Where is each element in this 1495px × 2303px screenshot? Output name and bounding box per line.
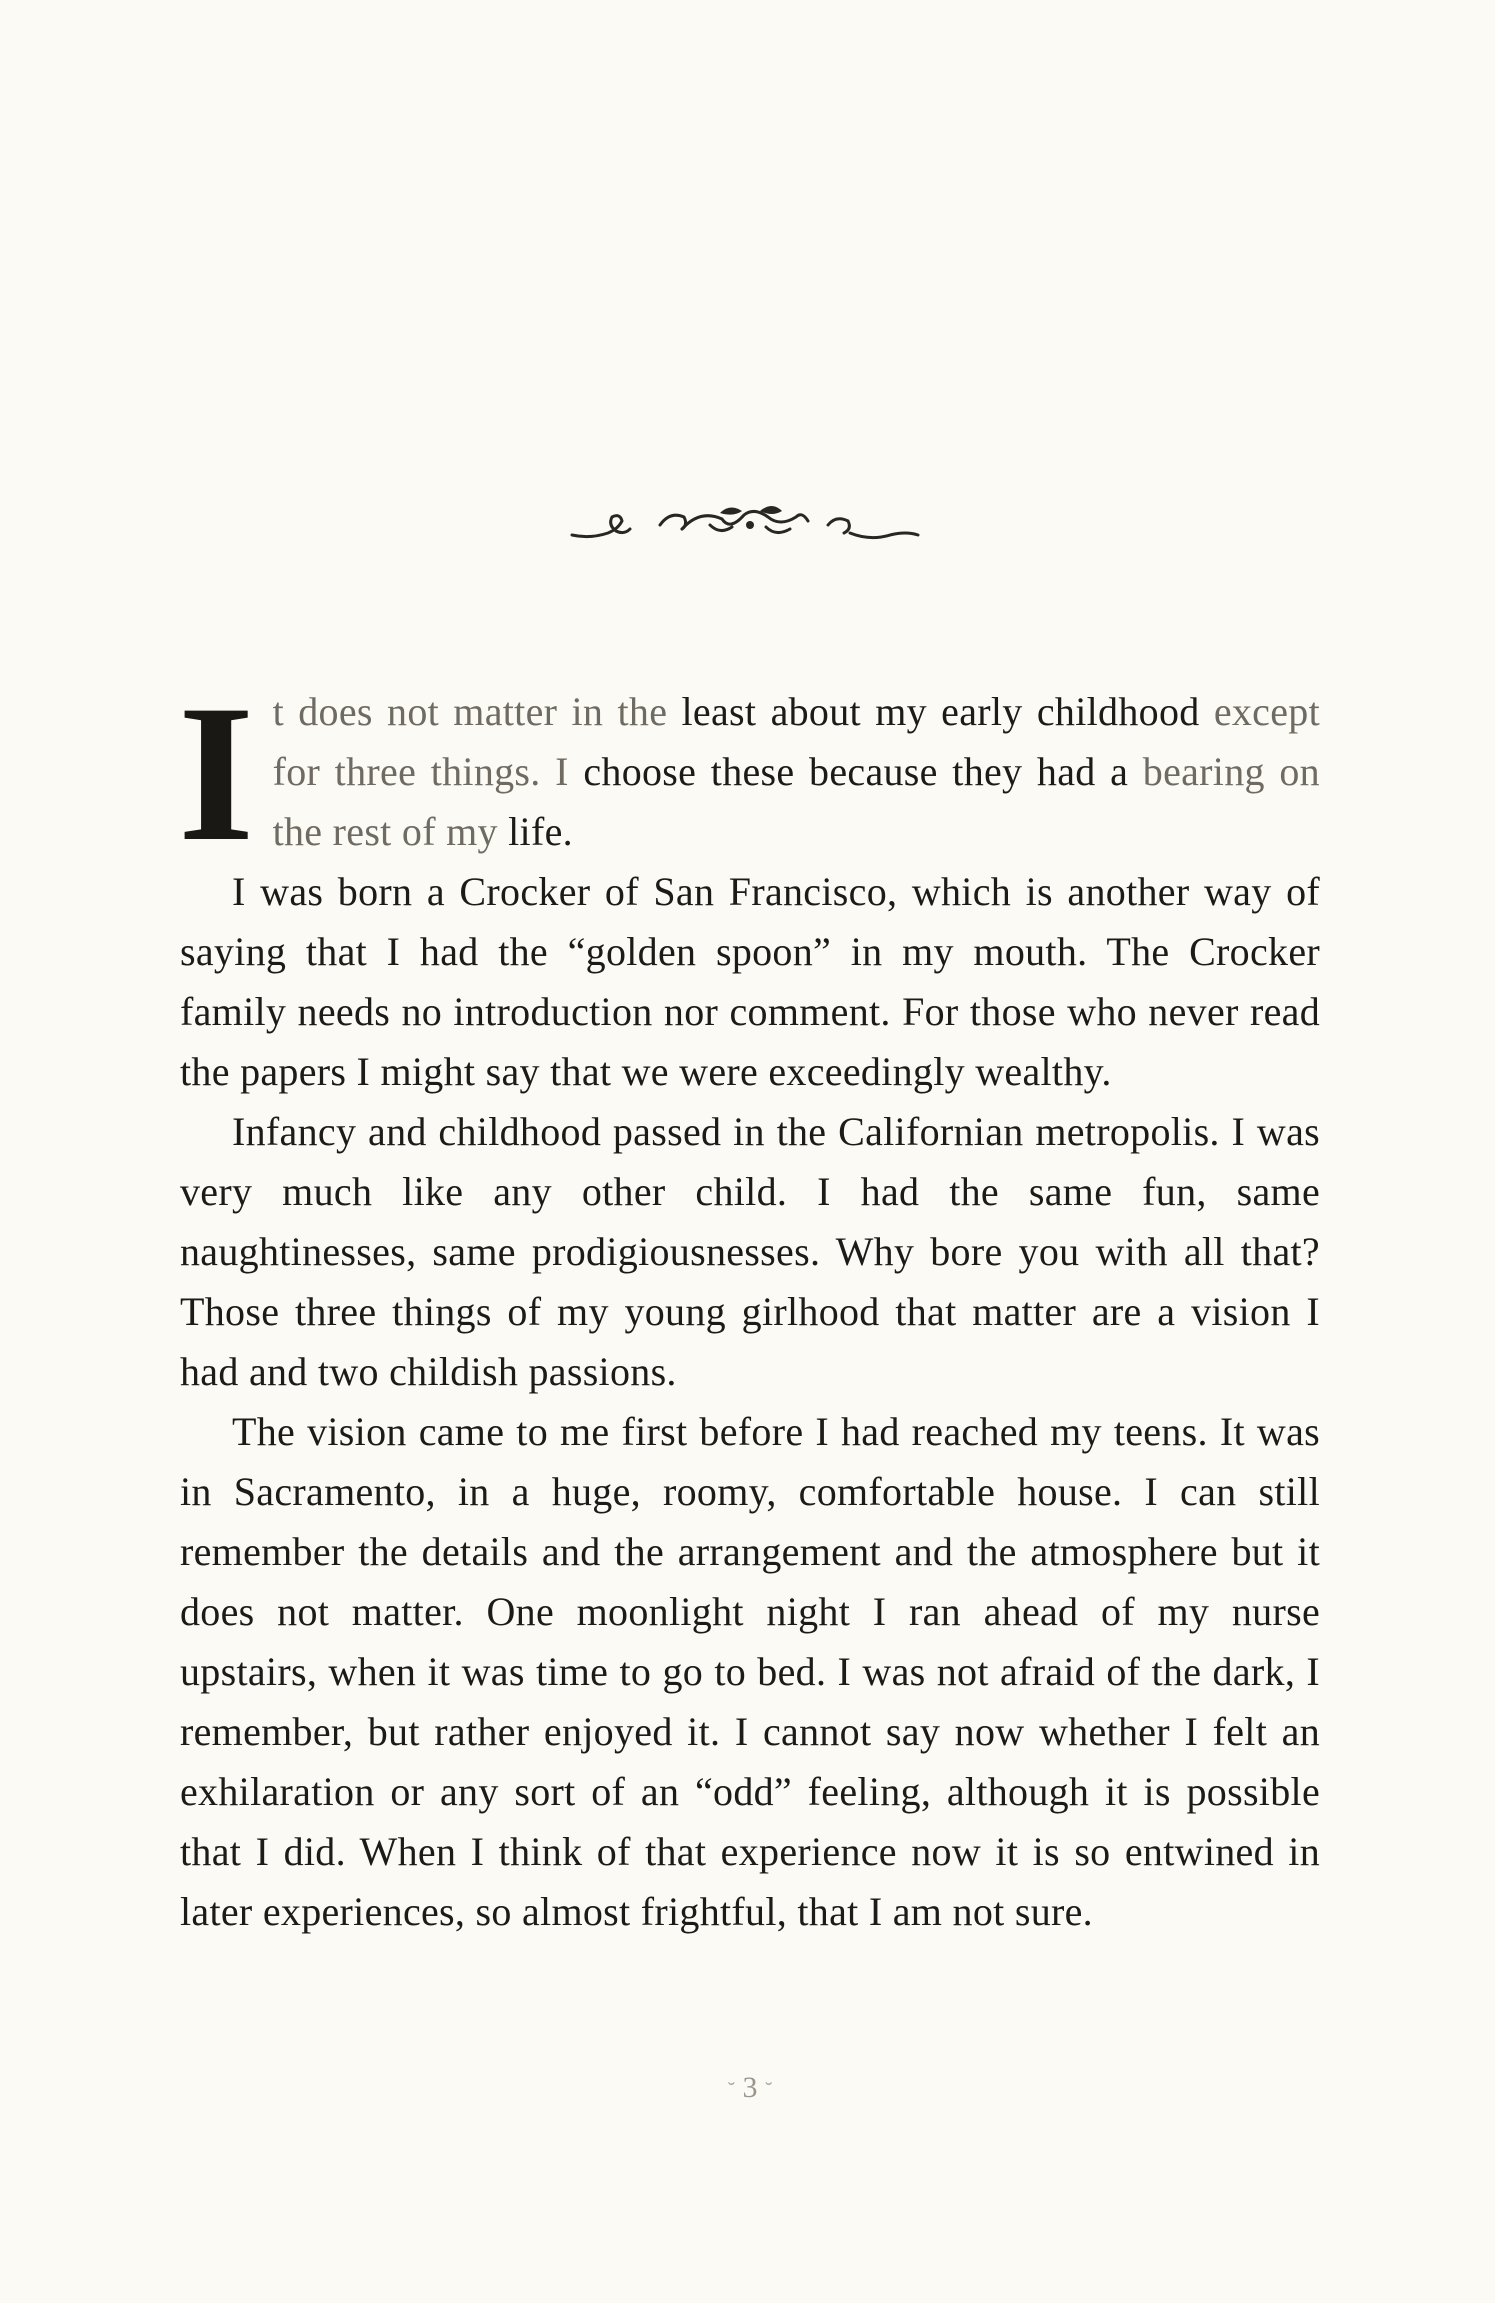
folio-right-flourish-icon: ˘ bbox=[765, 2077, 773, 2102]
paragraph-1-faded-a: t does not matter in the bbox=[272, 689, 668, 734]
paragraph-1 bbox=[178, 665, 1320, 882]
paragraph-3: Infancy and childhood passed in the Californian metropolis. I was very much like any other child. I had the same fun, same naughtinesses, same prodigiousnesses. Why bore you with all that? Those three things of my young girlhood that matter are a vision I had and two childish passions. bbox=[180, 1109, 1320, 1394]
paragraph-4: The vision came to me first before I had reached my teens. It was in Sacramento, in a huge, roomy, comfortable house. I can still remember the details and the arrangement and the atmosphere but it does not matter. One moonlight night I ran ahead of my nurse upstairs, when it was time to go to bed. I was not afraid of the dark, I remember, but rather enjoyed it. I cannot say now whether I felt an exhilaration or any sort of an “odd” feeling, although it is possible that I did. When I think of that experience now it is so entwined in later experiences, so almost frightful, that I am not sure. bbox=[180, 1409, 1320, 1934]
body-text bbox=[178, 665, 1320, 1942]
paragraph-1-text-b: choose these because they had a bbox=[568, 749, 1129, 794]
floral-fleuron-icon bbox=[570, 495, 920, 555]
page-number-value: 3 bbox=[742, 2071, 758, 2104]
folio-left-flourish-icon: ˘ bbox=[727, 2077, 735, 2102]
paragraph-1-text-c: life. bbox=[497, 809, 573, 854]
paragraph-1-faded-c: bearing on the rest of my bbox=[272, 749, 1320, 854]
page-number bbox=[700, 2068, 800, 2108]
paragraph-1-text-a: least about my early childhood bbox=[667, 689, 1200, 734]
paragraph-2: I was born a Crocker of San Francisco, which is another way of saying that I had the “golden spoon” in my mouth. The Crocker family needs no introduction nor comment. For those who never read the papers I might say that we were exceedingly wealthy. bbox=[180, 869, 1320, 1094]
drop-cap: I bbox=[178, 665, 255, 882]
paragraph-1-faded-b: except for three things. I bbox=[272, 689, 1320, 794]
